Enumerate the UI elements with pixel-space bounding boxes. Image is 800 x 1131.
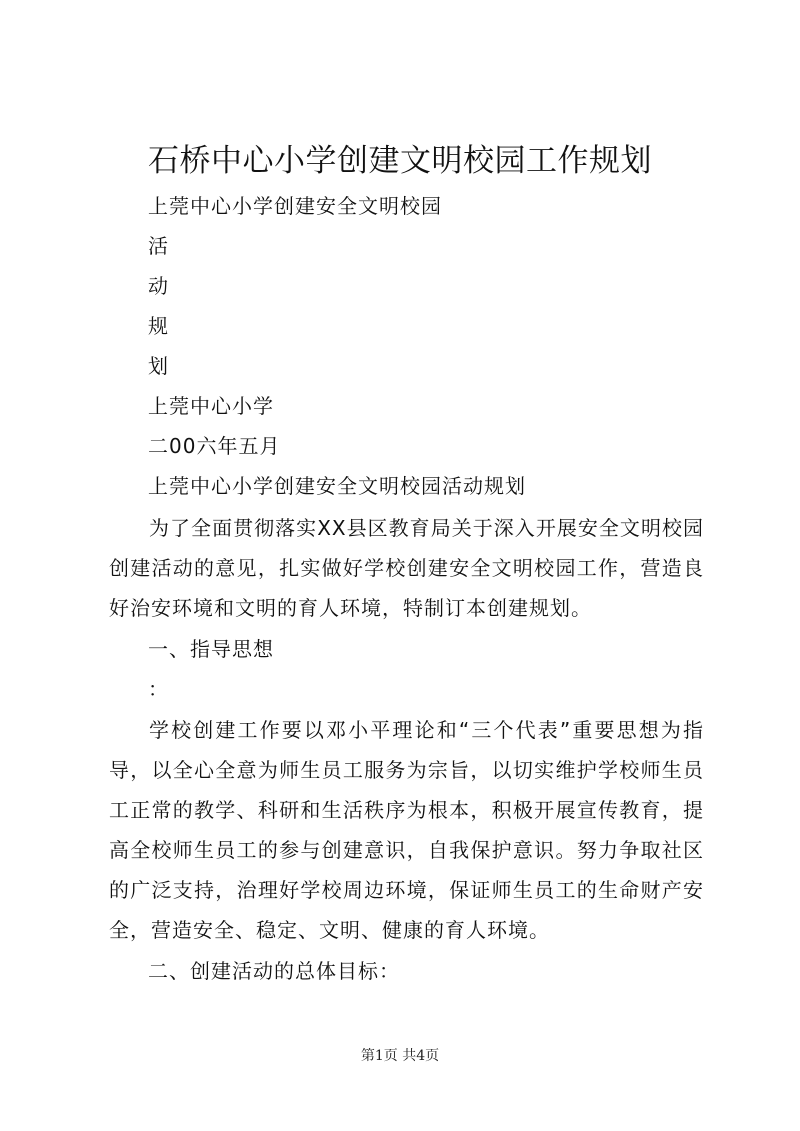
date-line: 二00六年五月 [148, 434, 281, 458]
school-name: 上莞中心小学 [148, 394, 274, 418]
section-heading-overall-goal: 二、创建活动的总体目标： [148, 959, 400, 983]
subtitle-line: 上莞中心小学创建安全文明校园 [148, 194, 442, 218]
document-title: 石桥中心小学创建文明校园工作规划 [148, 143, 652, 179]
vertical-char-2: 动 [148, 274, 169, 298]
guiding-thought-paragraph: 学校创建工作要以邓小平理论和“三个代表”重要思想为指导，以全心全意为师生员工服务为宗旨，以切实维护学校师生员工正常的教学、科研和生活秩序为根本，积极开展宣传教育，提高全校师生员工的参与创建意识，自我保护意识。努力争取社区的广泛支持，治理好学校周边环境，保证师生员工的生命财产安全，营造安全、稳定、文明、健康的育人环境。 [109, 718, 704, 942]
vertical-char-4: 划 [148, 354, 169, 378]
vertical-char-3: 规 [148, 314, 169, 338]
page-number: 第1页 共4页 [360, 1048, 440, 1064]
section-heading-guiding-thought: 一、指导思想 [148, 637, 274, 661]
plan-heading: 上莞中心小学创建安全文明校园活动规划 [148, 474, 526, 498]
vertical-char-1: 活 [148, 234, 169, 258]
intro-paragraph: 为了全面贯彻落实XX县区教育局关于深入开展安全文明校园创建活动的意见，扎实做好学校创建安全文明校园工作，营造良好治安环境和文明的育人环境，特制订本创建规划。 [109, 516, 704, 620]
section-colon: ： [148, 677, 169, 701]
